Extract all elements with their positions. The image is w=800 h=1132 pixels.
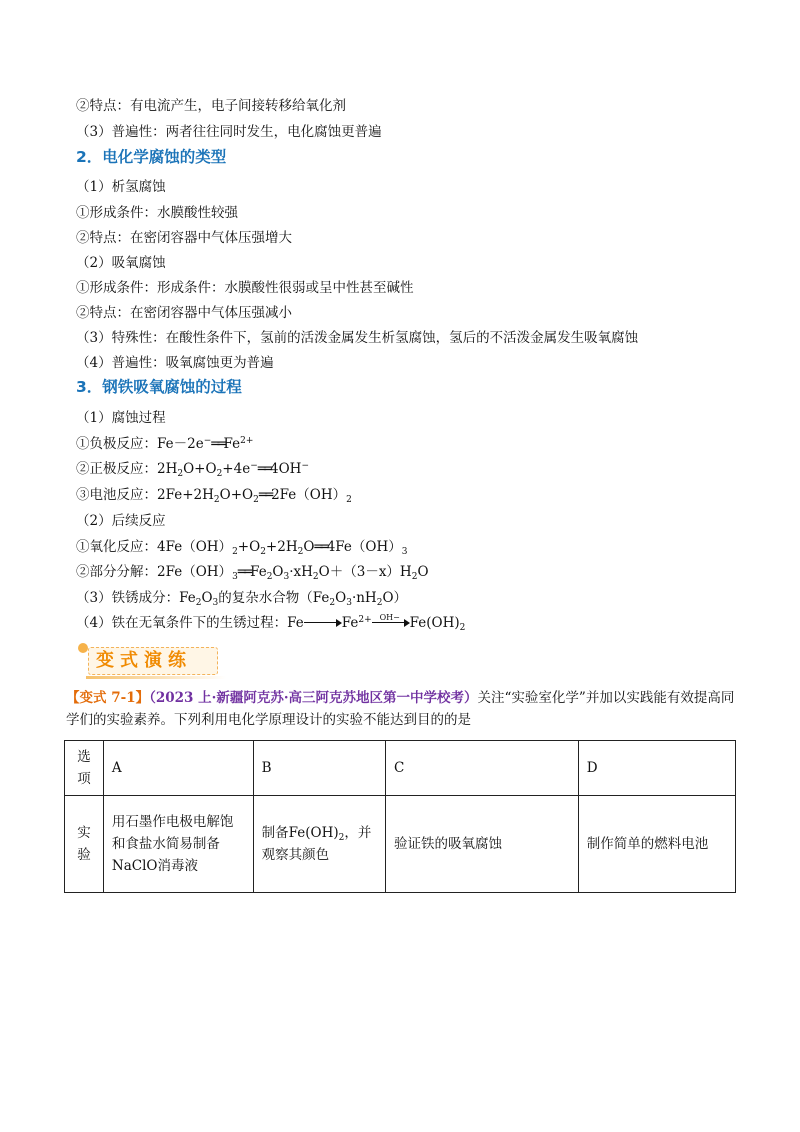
text-line: ②特点：在密闭容器中气体压强增大 [76, 230, 292, 246]
text-line: （2）吸氧腐蚀 [76, 255, 166, 271]
cell-a: 用石墨作电极电解饱和食盐水简易制备NaClO消毒液 [103, 796, 253, 893]
header-cell-b: B [253, 741, 385, 796]
equation-anode: ①负极反应：$Fe-2e^-══Fe^{2+}$ [76, 436, 254, 452]
text-line: ②特点：在密闭容器中气体压强减小 [76, 305, 292, 321]
text-line: （3）普遍性：两者往往同时发生，电化腐蚀更普遍 [76, 124, 382, 140]
cell-d: 制作简单的燃料电池 [578, 796, 735, 893]
reaction-arrow [304, 615, 342, 629]
text-line: ①形成条件：形成条件：水膜酸性很弱或呈中性甚至碱性 [76, 280, 414, 296]
text-line: （2）后续反应 [76, 513, 166, 529]
row-label-cell: 实验 [65, 796, 104, 893]
equation-cathode: ②正极反应：$2H_2O+O_2+4e^-══4OH^-$ [76, 461, 309, 479]
text-rust-composition: （3）铁锈成分：$Fe_2O_3$的复杂水合物$(Fe_2O_3\cdot nH_2O)$ [76, 590, 408, 608]
experiment-table [64, 740, 736, 893]
equation-decomposition: ②部分分解：$2Fe(OH)_3══Fe_2O_3\cdot xH_2O+(3-x)H_2O$ [76, 564, 429, 582]
equation-oxidation: ①氧化反应：$4Fe(OH)_2+O_2+2H_2O══4Fe(OH)_3$ [76, 539, 408, 557]
cell-c: 验证铁的吸氧腐蚀 [386, 796, 579, 893]
practice-banner [78, 643, 228, 679]
text-anaerobic-rusting: （4）铁在无氧条件下的生锈过程：Fe $Fe^{2+}$ OH− $Fe(OH)_2$ [76, 613, 466, 633]
table-row [65, 796, 736, 893]
question-tag: 【变式 7-1】 [66, 690, 150, 706]
section-heading-3: 3．钢铁吸氧腐蚀的过程 [76, 378, 242, 396]
question-text: 关注“实验室化学”并加以实践能有效提高同学们的实验素养。下列利用电化学原理设计的实验不能达到目的的是 [66, 690, 735, 728]
decoration-dot-icon [78, 643, 88, 653]
text-line: ①形成条件：水膜酸性较强 [76, 205, 238, 221]
header-cell-c: C [386, 741, 579, 796]
text-line: （4）普遍性：吸氧腐蚀更为普遍 [76, 355, 274, 371]
banner-title: 变式演练 [96, 650, 192, 671]
cell-b: 制备$Fe(OH)_2$，并观察其颜色 [253, 796, 385, 893]
section-heading-2: 2．电化学腐蚀的类型 [76, 148, 227, 166]
table-header-row [65, 741, 736, 796]
header-cell-option: 选项 [65, 741, 104, 796]
text-line: ②特点：有电流产生，电子间接转移给氧化剂 [76, 98, 346, 114]
question-stem [66, 687, 736, 731]
question-source: （2023 上·新疆阿克苏·高三阿克苏地区第一中学校考） [149, 690, 478, 706]
text-line: （1）腐蚀过程 [76, 410, 166, 426]
equation-cell: ③电池反应：$2Fe+2H_2O+O_2══2Fe(OH)_2$ [76, 487, 352, 505]
header-cell-a: A [103, 741, 253, 796]
text-line: （3）特殊性：在酸性条件下，氢前的活泼金属发生析氢腐蚀，氢后的不活泼金属发生吸氧腐蚀 [76, 330, 639, 346]
text-line: （1）析氢腐蚀 [76, 179, 166, 195]
reaction-arrow-oh: OH− [372, 615, 410, 629]
header-cell-d: D [578, 741, 735, 796]
